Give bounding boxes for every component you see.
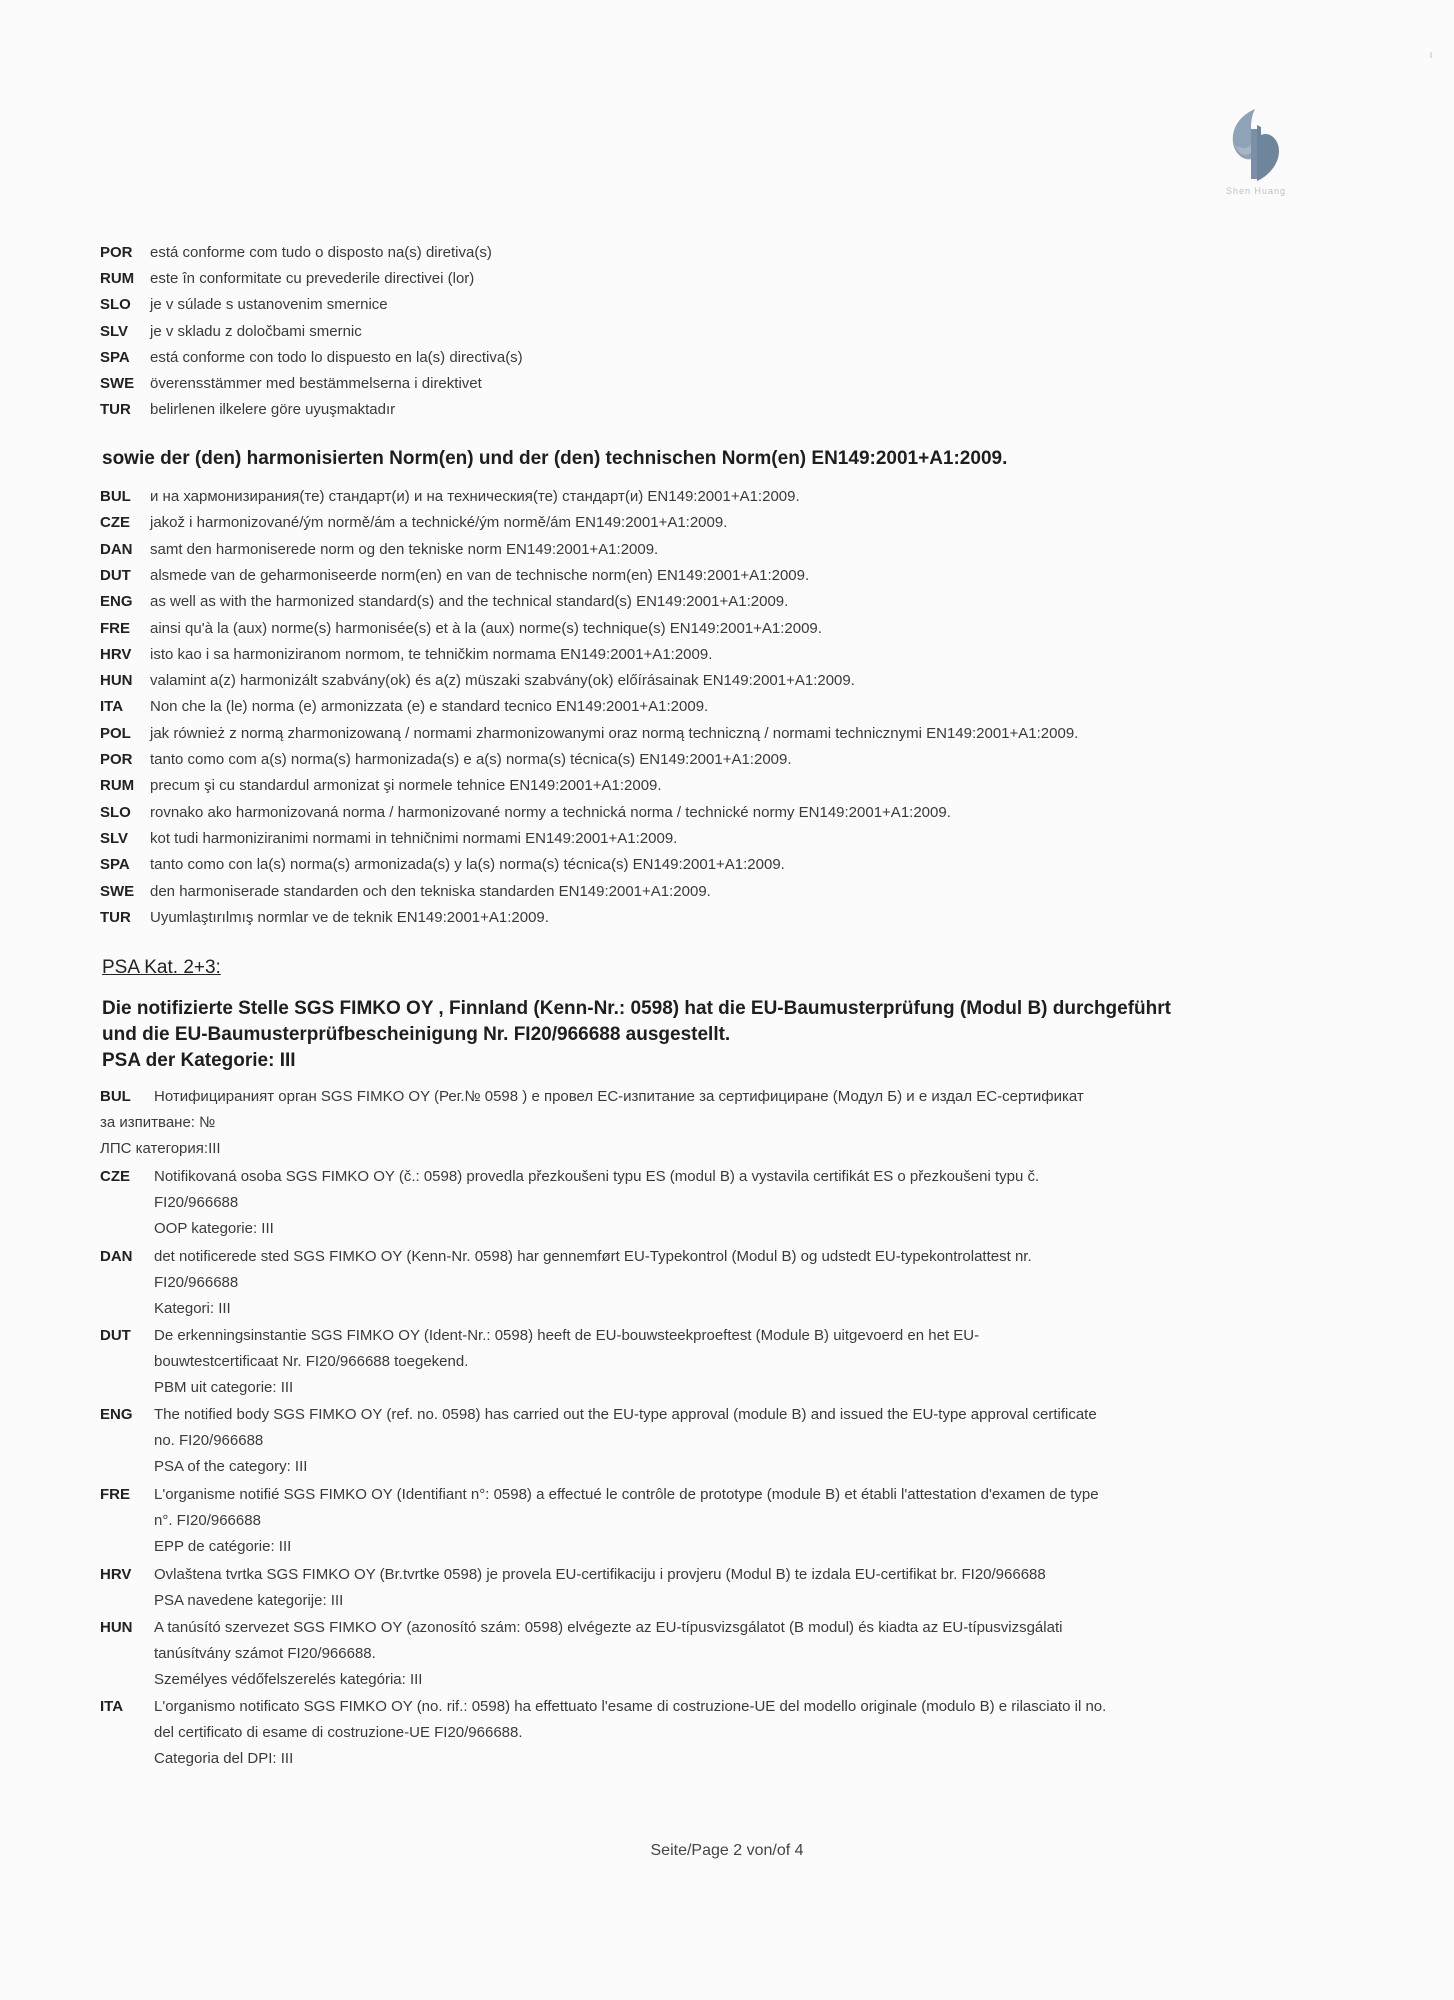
- statement-text: alsmede van de geharmoniseerde norm(en) en van de technische norm(en) EN149:2001+A1:2009.: [150, 566, 810, 584]
- notified-body-entry: [100, 1615, 1062, 1693]
- entry-line: tanúsítvány számot FI20/966688.: [154, 1645, 376, 1662]
- language-code: POR: [100, 244, 133, 261]
- notified-body-entry: [100, 1323, 979, 1401]
- language-code: FRE: [100, 1486, 130, 1503]
- entry-line: FI20/966688: [154, 1274, 239, 1291]
- entry-line: Személyes védőfelszerelés kategória: III: [154, 1671, 423, 1688]
- entry-line: PSA of the category: III: [154, 1458, 308, 1475]
- language-code: HUN: [100, 1619, 133, 1636]
- norm-row: [100, 671, 855, 691]
- logo-caption: Shen Huang: [1225, 186, 1287, 196]
- statement-text: Non che la (le) norma (e) armonizzata (e) e standard tecnico EN149:2001+A1:2009.: [150, 698, 709, 716]
- language-code: DUT: [100, 1327, 131, 1344]
- logo-mark-icon: [1221, 105, 1291, 185]
- notified-body-entry: [100, 1084, 1084, 1162]
- harmonised-norms-heading: sowie der (den) harmonisierten Norm(en) und der (den) technischen Norm(en) EN149:2001+A1:2009.: [102, 448, 1008, 469]
- language-code: ENG: [100, 593, 133, 611]
- entry-line-unindented: ЛПС категория:III: [100, 1140, 221, 1157]
- language-code: RUM: [100, 270, 135, 288]
- entry-line: det notificerede sted SGS FIMKO OY (Kenn-Nr. 0598) har gennemført EU-Typekontrol (Modul B) og udstedt EU-typekontrolattest nr.: [154, 1248, 1032, 1265]
- norm-row: [100, 908, 549, 928]
- norm-row: [100, 829, 677, 849]
- notified-body-heading-line1: Die notifizierte Stelle SGS FIMKO OY , Finnland (Kenn-Nr.: 0598) hat die EU-Baumusterprüfung (Modul B) durchgeführt: [102, 998, 1171, 1019]
- statement-text: precum şi cu standardul armonizat şi normele tehnice EN149:2001+A1:2009.: [150, 777, 662, 795]
- notified-body-entry: [100, 1482, 1099, 1560]
- language-code: TUR: [100, 908, 131, 926]
- norm-row: [100, 855, 785, 875]
- directive-row: [100, 243, 492, 263]
- statement-text: este în conformitate cu prevederile directivei (lor): [150, 270, 475, 288]
- entry-line: Categoria del DPI: III: [154, 1750, 294, 1767]
- entry-line-unindented: за изпитване: №: [100, 1114, 216, 1131]
- statement-text: je v súlade s ustanovenim smernice: [150, 296, 388, 314]
- language-code: POL: [100, 724, 131, 742]
- statement-text: samt den harmoniserede norm og den tekniske norm EN149:2001+A1:2009.: [150, 540, 659, 558]
- norm-row: [100, 776, 662, 796]
- page-footer: Seite/Page 2 von/of 4: [650, 1842, 804, 1859]
- language-code: SLO: [100, 803, 131, 821]
- statement-text: den harmoniserade standarden och den tekniska standarden EN149:2001+A1:2009.: [150, 882, 711, 900]
- entry-line: no. FI20/966688: [154, 1432, 264, 1449]
- notified-body-entry: [100, 1244, 1032, 1322]
- norm-row: [100, 724, 1078, 744]
- directive-row: [100, 348, 523, 368]
- language-code: POR: [100, 751, 133, 768]
- directive-row: [100, 295, 388, 315]
- statement-text: ainsi qu'à la (aux) norme(s) harmonisée(s) et à la (aux) norme(s) technique(s) EN149:2001+A1:2009.: [150, 619, 822, 637]
- norm-row: [100, 513, 727, 533]
- norm-row: [100, 803, 951, 823]
- language-code: CZE: [100, 514, 130, 532]
- language-code: HRV: [100, 1566, 132, 1583]
- language-code: SPA: [100, 348, 130, 366]
- directive-row: [100, 374, 482, 394]
- language-code: ITA: [100, 698, 124, 716]
- language-code: SLV: [100, 322, 129, 340]
- language-code: BUL: [100, 488, 131, 505]
- company-logo: [1204, 105, 1308, 205]
- notified-body-heading-line2: und die EU-Baumusterprüfbescheinigung Nr. FI20/966688 ausgestellt.: [102, 1024, 731, 1045]
- statement-text: as well as with the harmonized standard(s) and the technical standard(s) EN149:2001+A1:2009.: [150, 593, 789, 611]
- notified-body-entry: [100, 1402, 1097, 1480]
- norm-row: [100, 619, 822, 639]
- statement-text: Uyumlaştırılmış normlar ve de teknik EN149:2001+A1:2009.: [150, 908, 549, 926]
- entry-line: PBM uit categorie: III: [154, 1379, 294, 1396]
- entry-line: The notified body SGS FIMKO OY (ref. no. 0598) has carried out the EU-type approval (module B) and issued the EU-type approval certificate: [154, 1406, 1097, 1423]
- notified-body-entry: [100, 1562, 1046, 1614]
- entry-line: OOP kategorie: III: [154, 1220, 274, 1237]
- entry-line: n°. FI20/966688: [154, 1512, 261, 1529]
- directive-row: [100, 269, 474, 289]
- notified-body-entry: [100, 1694, 1106, 1772]
- entry-line: PSA navedene kategorije: III: [154, 1592, 344, 1609]
- language-code: SLO: [100, 296, 131, 314]
- entry-line: Kategori: III: [154, 1300, 231, 1317]
- language-code: RUM: [100, 777, 135, 795]
- entry-line: De erkenningsinstantie SGS FIMKO OY (Ident-Nr.: 0598) heeft de EU-bouwsteekproeftest (Module B) uitgevoerd en het EU-: [154, 1327, 980, 1344]
- entry-line: L'organismo notificato SGS FIMKO OY (no. rif.: 0598) ha effettuato l'esame di costruzione-UE del modello originale (modulo B) e rilasciato il no.: [154, 1698, 1107, 1715]
- norm-row: [100, 750, 792, 770]
- language-code: ENG: [100, 1406, 133, 1423]
- language-code: ITA: [100, 1698, 124, 1715]
- statement-text: jakož i harmonizované/ým normě/ám a technické/ým normě/ám EN149:2001+A1:2009.: [150, 514, 728, 532]
- language-code: BUL: [100, 1088, 131, 1105]
- entry-line: EPP de catégorie: III: [154, 1538, 292, 1555]
- statement-text: está conforme com tudo o disposto na(s) diretiva(s): [150, 244, 492, 261]
- norm-row: [100, 697, 708, 717]
- statement-text: rovnako ako harmonizovaná norma / harmonizované normy a technická norma / technické normy EN149:2001+A1:2009.: [150, 803, 951, 821]
- norm-row: [100, 487, 800, 507]
- language-code: FRE: [100, 619, 130, 637]
- language-code: DAN: [100, 1248, 133, 1265]
- language-code: HUN: [100, 672, 133, 690]
- category-heading: PSA der Kategorie: III: [102, 1050, 296, 1071]
- language-code: DUT: [100, 566, 131, 584]
- norm-row: [100, 592, 788, 612]
- entry-line: Ovlaštena tvrtka SGS FIMKO OY (Br.tvrtke 0598) je provela EU-certifikaciju i provjeru (Modul B) te izdala EU-certifikat br. FI20/966688: [154, 1566, 1046, 1583]
- norm-row: [100, 882, 711, 902]
- statement-text: valamint a(z) harmonizált szabvány(ok) és a(z) müszaki szabvány(ok) előírásainak EN149:2001+A1:2009.: [150, 672, 855, 690]
- statement-text: tanto como com a(s) norma(s) harmonizada(s) e a(s) norma(s) técnica(s) EN149:2001+A1:2009.: [150, 751, 792, 768]
- norm-row: [100, 645, 712, 665]
- statement-text: tanto como con la(s) norma(s) armonizada(s) y la(s) norma(s) técnica(s) EN149:2001+A1:2009.: [150, 856, 785, 874]
- norm-row: [100, 540, 658, 560]
- entry-line: L'organisme notifié SGS FIMKO OY (Identifiant n°: 0598) a effectué le contrôle de prototype (module B) et établi l'attestation d'examen de type: [154, 1486, 1099, 1503]
- language-code: DAN: [100, 540, 133, 558]
- statement-text: isto kao i sa harmoniziranom normom, te tehničkim normama EN149:2001+A1:2009.: [150, 645, 713, 663]
- entry-line: FI20/966688: [154, 1194, 239, 1211]
- entry-line: A tanúsító szervezet SGS FIMKO OY (azonosító szám: 0598) elvégezte az EU-típusvizsgálatot (B modul) és kiadta az EU-típusvizsgálati: [154, 1619, 1063, 1636]
- entry-line: bouwtestcertificaat Nr. FI20/966688 toegekend.: [154, 1353, 469, 1370]
- language-code: CZE: [100, 1168, 130, 1185]
- statement-text: jak również z normą zharmonizowaną / normami zharmonizowanymi oraz normą techniczną / normami technicznymi EN149:2001+A1:2009.: [150, 724, 1079, 742]
- language-code: TUR: [100, 401, 131, 419]
- language-code: SWE: [100, 882, 135, 900]
- language-code: SPA: [100, 856, 130, 874]
- statement-text: belirlenen ilkelere göre uyuşmaktadır: [150, 401, 396, 419]
- language-code: SLV: [100, 829, 129, 847]
- language-code: SWE: [100, 375, 135, 392]
- directive-row: [100, 322, 362, 342]
- entry-line: del certificato di esame di costruzione-UE FI20/966688.: [154, 1724, 523, 1741]
- scan-speck: [1430, 52, 1432, 58]
- directive-row: [100, 400, 395, 420]
- statement-text: överensstämmer med bestämmelserna i direktivet: [150, 375, 482, 392]
- psa-category-heading: PSA Kat. 2+3:: [102, 957, 221, 978]
- entry-line: Notifikovaná osoba SGS FIMKO OY (č.: 0598) provedla přezkoušeni typu ES (modul B) a vystavila certifikát ES o přezkoušeni typu č.: [154, 1168, 1040, 1185]
- statement-text: kot tudi harmoniziranimi normami in tehničnimi normami EN149:2001+A1:2009.: [150, 829, 678, 847]
- statement-text: está conforme con todo lo dispuesto en la(s) directiva(s): [150, 348, 523, 366]
- norm-row: [100, 566, 809, 586]
- statement-text: и на хармонизирания(те) стандарт(и) и на техническия(те) стандарт(и) EN149:2001+A1:2009.: [150, 488, 800, 505]
- notified-body-entry: [100, 1164, 1039, 1242]
- statement-text: je v skladu z določbami smernic: [150, 322, 362, 340]
- entry-line: Нотифицираният орган SGS FIMKO OY (Рег.№ 0598 ) е провел ЕС-изпитание за сертифициране (Модул Б) и е издал ЕС-сертификат: [154, 1088, 1084, 1105]
- language-code: HRV: [100, 645, 132, 663]
